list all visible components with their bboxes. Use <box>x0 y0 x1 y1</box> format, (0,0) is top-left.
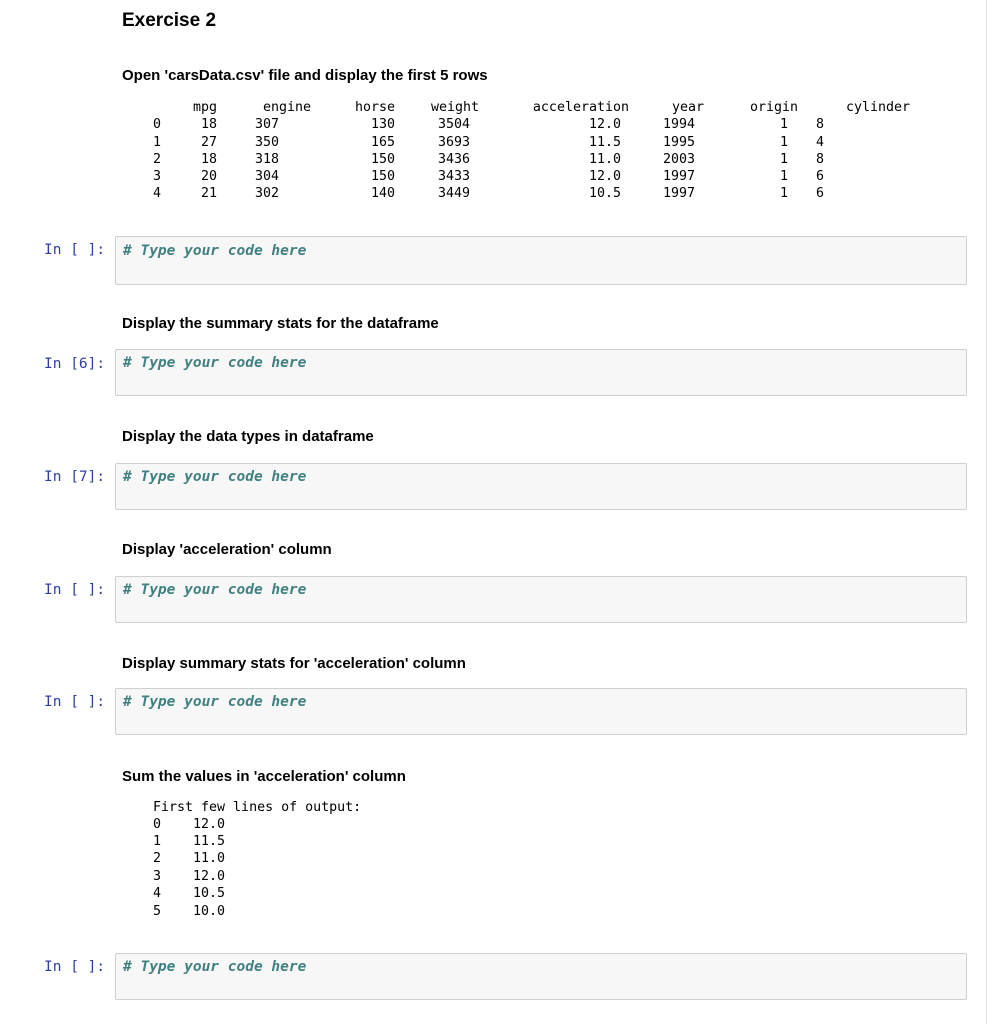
table-cell: 2003 <box>662 151 695 167</box>
table-cell: 12.0 <box>588 117 621 133</box>
code-comment: # Type your code here <box>123 694 307 710</box>
table-cell: 130 <box>370 117 395 133</box>
table-cell: 150 <box>370 169 395 185</box>
table-cell: 4 <box>816 134 825 150</box>
code-comment: # Type your code here <box>123 469 307 485</box>
column-header: engine <box>262 100 311 115</box>
sample-output-line: 3 12.0 <box>153 869 226 884</box>
page-right-border <box>986 0 987 1024</box>
code-cell-2[interactable] <box>115 349 967 396</box>
column-header: mpg <box>192 100 217 115</box>
table-cell: 165 <box>370 134 395 150</box>
sample-output-line: 1 11.5 <box>153 834 226 849</box>
exercise-heading: Exercise 2 <box>122 10 217 31</box>
code-cell-6[interactable] <box>115 953 967 1000</box>
sample-output-line: 5 10.0 <box>153 904 226 919</box>
column-header: horse <box>354 100 395 115</box>
table-cell: 150 <box>370 151 395 167</box>
table-cell: 12.0 <box>588 169 621 185</box>
code-comment: # Type your code here <box>123 355 307 371</box>
instruction-summary-stats: Display the summary stats for the dataframe <box>122 315 439 332</box>
table-row <box>145 185 910 202</box>
table-cell: 304 <box>255 169 280 185</box>
code-cell-1[interactable] <box>115 236 967 285</box>
table-cell: 1997 <box>662 169 695 185</box>
table-header-row <box>145 99 910 116</box>
table-cell: 140 <box>370 186 395 202</box>
table-cell: 1994 <box>662 117 695 133</box>
cell-prompt: In [7]: <box>44 469 106 485</box>
instruction-acceleration-column: Display 'acceleration' column <box>122 541 332 558</box>
table-index-header <box>145 99 175 116</box>
sample-output-caption: First few lines of output: <box>153 800 362 815</box>
table-cell: 1 <box>779 186 788 202</box>
table-cell: 3693 <box>437 134 470 150</box>
instruction-data-types: Display the data types in dataframe <box>122 428 374 445</box>
table-cell: 1 <box>779 134 788 150</box>
column-header: cylinder <box>845 100 910 115</box>
cell-prompt: In [6]: <box>44 356 106 372</box>
table-cell: 6 <box>816 186 825 202</box>
table-cell: 3433 <box>437 169 470 185</box>
code-comment: # Type your code here <box>123 959 307 975</box>
column-header: year <box>671 100 704 115</box>
table-cell: 3504 <box>437 117 470 133</box>
table-cell: 8 <box>816 151 825 167</box>
table-cell: 6 <box>816 169 825 185</box>
table-cell: 18 <box>200 117 217 133</box>
sample-output-line: 4 10.5 <box>153 886 226 901</box>
table-cell: 20 <box>200 169 217 185</box>
table-cell: 350 <box>255 134 280 150</box>
table-cell: 1997 <box>662 186 695 202</box>
row-index: 3 <box>153 169 162 185</box>
instruction-open-csv: Open 'carsData.csv' file and display the first 5 rows <box>122 67 488 84</box>
code-comment: # Type your code here <box>123 582 307 598</box>
table-row <box>145 151 910 168</box>
code-cell-3[interactable] <box>115 463 967 510</box>
sample-output-line: 0 12.0 <box>153 817 226 832</box>
table-cell: 3449 <box>437 186 470 202</box>
code-cell-5[interactable] <box>115 688 967 735</box>
cell-prompt: In [ ]: <box>44 959 106 975</box>
table-cell: 1 <box>779 151 788 167</box>
table-cell: 307 <box>255 117 280 133</box>
column-header: weight <box>430 100 479 115</box>
code-cell-4[interactable] <box>115 576 967 623</box>
table-cell: 1 <box>779 169 788 185</box>
cell-prompt: In [ ]: <box>44 242 106 258</box>
row-index: 4 <box>153 186 162 202</box>
column-header: origin <box>749 100 798 115</box>
instruction-acceleration-stats: Display summary stats for 'acceleration' column <box>122 655 466 672</box>
instruction-sum-acceleration: Sum the values in 'acceleration' column <box>122 768 406 785</box>
table-cell: 302 <box>255 186 280 202</box>
row-index: 2 <box>153 151 162 167</box>
table-cell: 18 <box>200 151 217 167</box>
cell-prompt: In [ ]: <box>44 694 106 710</box>
table-cell: 10.5 <box>588 186 621 202</box>
cell-prompt: In [ ]: <box>44 582 106 598</box>
table-cell: 3436 <box>437 151 470 167</box>
table-row <box>145 134 910 151</box>
table-cell: 21 <box>200 186 217 202</box>
table-cell: 11.0 <box>588 151 621 167</box>
table-cell: 1995 <box>662 134 695 150</box>
dataframe-head-table <box>145 99 910 203</box>
row-index: 1 <box>153 134 162 150</box>
table-cell: 27 <box>200 134 217 150</box>
table-row <box>145 116 910 133</box>
table-cell: 11.5 <box>588 134 621 150</box>
sample-output-line: 2 11.0 <box>153 851 226 866</box>
row-index: 0 <box>153 117 162 133</box>
table-cell: 1 <box>779 117 788 133</box>
table-row <box>145 168 910 185</box>
code-comment: # Type your code here <box>123 243 307 259</box>
table-cell: 8 <box>816 117 825 133</box>
table-cell: 318 <box>255 151 280 167</box>
column-header: acceleration <box>532 100 629 115</box>
